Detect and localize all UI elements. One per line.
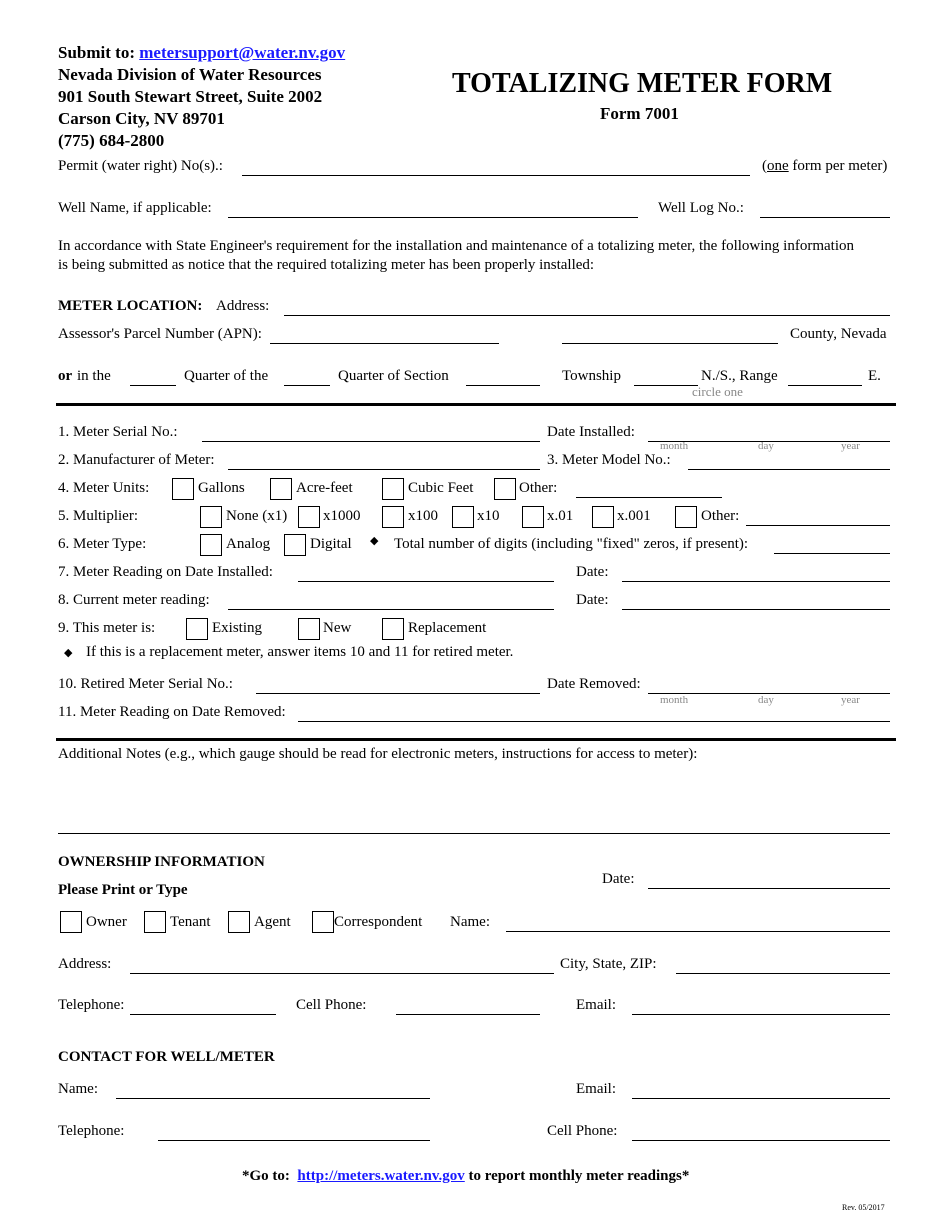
mult-x01-label: x.01 (547, 508, 574, 524)
contact-name-field[interactable] (116, 1098, 430, 1099)
mult-x001-checkbox[interactable] (592, 506, 614, 528)
permit-label: Permit (water right) No(s).: (58, 158, 223, 174)
units-other-label: Other: (519, 480, 558, 496)
reading-removed-field[interactable] (298, 721, 890, 722)
mult-none-label: None (x1) (226, 508, 288, 524)
ownership-address-field[interactable] (130, 973, 554, 974)
new-checkbox[interactable] (298, 618, 320, 640)
revision-date: Rev. 05/2017 (842, 1203, 885, 1212)
permit-field[interactable] (242, 175, 750, 176)
contact-email-field[interactable] (632, 1098, 890, 1099)
township-field[interactable] (634, 385, 698, 386)
print-or-type: Please Print or Type (58, 882, 188, 898)
agent-label: Agent (254, 914, 291, 930)
quarter-field-2[interactable] (284, 385, 330, 386)
ownership-cell-label: Cell Phone: (296, 997, 367, 1013)
well-name-field[interactable] (228, 217, 638, 218)
ownership-telephone-field[interactable] (130, 1014, 276, 1015)
contact-heading: CONTACT FOR WELL/METER (58, 1049, 275, 1065)
existing-checkbox[interactable] (186, 618, 208, 640)
analog-checkbox[interactable] (200, 534, 222, 556)
county-label: County, Nevada (790, 326, 887, 342)
ownership-date-field[interactable] (648, 888, 890, 889)
item2-label: 2. Manufacturer of Meter: (58, 452, 215, 468)
replacement-label: Replacement (408, 620, 487, 636)
contact-cell-label: Cell Phone: (547, 1123, 618, 1139)
item4-label: 4. Meter Units: (58, 480, 150, 496)
reading-installed-date-label: Date: (576, 564, 609, 580)
city-state-zip-field[interactable] (676, 973, 890, 974)
permit-note-open: ( (762, 158, 767, 174)
reading-installed-date-field[interactable] (622, 581, 890, 582)
footer-instruction (242, 1168, 689, 1185)
ownership-name-field[interactable] (506, 931, 890, 932)
acre-feet-checkbox[interactable] (270, 478, 292, 500)
date-removed-label: Date Removed: (547, 676, 641, 692)
meters-portal-link[interactable]: http://meters.water.nv.gov (297, 1168, 465, 1184)
units-other-checkbox[interactable] (494, 478, 516, 500)
acre-feet-label: Acre-feet (296, 480, 353, 496)
gallons-label: Gallons (198, 480, 245, 496)
quarter-of-section-label: Quarter of Section (338, 368, 449, 384)
diamond-bullet-icon: ◆ (64, 647, 73, 659)
contact-cell-field[interactable] (632, 1140, 890, 1141)
reading-installed-field[interactable] (298, 581, 554, 582)
intro-line-2: is being submitted as notice that the required totalizing meter has been properly installed: (58, 257, 595, 273)
replacement-checkbox[interactable] (382, 618, 404, 640)
mult-x01-checkbox[interactable] (522, 506, 544, 528)
section-divider-2 (56, 738, 896, 741)
item7-label: 7. Meter Reading on Date Installed: (58, 564, 273, 580)
retired-serial-field[interactable] (256, 693, 540, 694)
circle-one-hint: circle one (692, 384, 743, 399)
ownership-cell-field[interactable] (396, 1014, 540, 1015)
owner-label: Owner (86, 914, 127, 930)
notes-label: Additional Notes (e.g., which gauge should be read for electronic meters, instructions for access to meter): (58, 746, 698, 762)
notes-field[interactable] (58, 833, 890, 834)
current-reading-date-label: Date: (576, 592, 609, 608)
submit-email-link[interactable]: metersupport@water.nv.gov (139, 43, 346, 62)
contact-telephone-label: Telephone: (58, 1123, 125, 1139)
diamond-bullet-icon: ◆ (370, 535, 379, 547)
intro-line-1: In accordance with State Engineer's requirement for the installation and maintenance of a totalizing meter, the following information (58, 238, 854, 254)
current-reading-date-field[interactable] (622, 609, 890, 610)
ownership-telephone-label: Telephone: (58, 997, 125, 1013)
address-field[interactable] (284, 315, 890, 316)
permit-note-rest: form per meter) (788, 158, 888, 174)
county-field[interactable] (562, 343, 778, 344)
agency-phone: (775) 684-2800 (58, 131, 165, 150)
digital-checkbox[interactable] (284, 534, 306, 556)
units-other-field[interactable] (576, 497, 722, 498)
ownership-heading: OWNERSHIP INFORMATION (58, 854, 265, 870)
agency-city: Carson City, NV 89701 (58, 109, 225, 128)
permit-note (762, 158, 887, 175)
item10-label: 10. Retired Meter Serial No.: (58, 676, 233, 692)
mult-x100-label: x100 (408, 508, 438, 524)
meter-location-heading: METER LOCATION: (58, 298, 203, 314)
correspondent-checkbox[interactable] (312, 911, 334, 933)
tenant-checkbox[interactable] (144, 911, 166, 933)
permit-note-one: one (767, 158, 789, 174)
cubic-feet-checkbox[interactable] (382, 478, 404, 500)
item11-label: 11. Meter Reading on Date Removed: (58, 704, 286, 720)
ns-range-label[interactable]: N./S., Range (701, 368, 778, 384)
contact-telephone-field[interactable] (158, 1140, 430, 1141)
in-the-label: in the (77, 368, 111, 384)
well-log-label: Well Log No.: (658, 200, 744, 216)
item6-label: 6. Meter Type: (58, 536, 147, 552)
month-hint-2: month (660, 694, 689, 706)
mult-x10-label: x10 (477, 508, 500, 524)
date-installed-label: Date Installed: (547, 424, 635, 440)
year-hint-1: year (841, 440, 860, 452)
mult-x10-checkbox[interactable] (452, 506, 474, 528)
mult-other-field[interactable] (746, 525, 890, 526)
agent-checkbox[interactable] (228, 911, 250, 933)
ownership-name-label: Name: (450, 914, 490, 930)
address-label: Address: (216, 298, 270, 314)
section-divider-1 (56, 403, 896, 406)
mult-other-checkbox[interactable] (675, 506, 697, 528)
replacement-note: If this is a replacement meter, answer items 10 and 11 for retired meter. (86, 644, 514, 660)
new-label: New (323, 620, 352, 636)
section-field[interactable] (466, 385, 540, 386)
mult-other-label: Other: (701, 508, 740, 524)
digits-label: Total number of digits (including "fixed" zeros, if present): (394, 536, 749, 552)
submit-label: Submit to: (58, 43, 135, 62)
month-hint-1: month (660, 440, 689, 452)
mult-x1000-checkbox[interactable] (298, 506, 320, 528)
or-label: or (58, 368, 73, 384)
day-hint-1: day (758, 440, 774, 452)
year-hint-2: year (841, 694, 860, 706)
apn-label: Assessor's Parcel Number (APN): (58, 326, 262, 342)
contact-email-label: Email: (576, 1081, 616, 1097)
east-label: E. (868, 368, 881, 384)
quarter-of-the-label: Quarter of the (184, 368, 269, 384)
range-field[interactable] (788, 385, 862, 386)
ownership-email-field[interactable] (632, 1014, 890, 1015)
analog-label: Analog (226, 536, 271, 552)
item9-label: 9. This meter is: (58, 620, 156, 636)
form-number: Form 7001 (600, 104, 679, 123)
well-log-field[interactable] (760, 217, 890, 218)
agency-name: Nevada Division of Water Resources (58, 65, 322, 84)
cubic-feet-label: Cubic Feet (408, 480, 474, 496)
ownership-email-label: Email: (576, 997, 616, 1013)
form-title: TOTALIZING METER FORM (452, 68, 833, 99)
agency-street: 901 South Stewart Street, Suite 2002 (58, 87, 323, 106)
apn-field[interactable] (270, 343, 499, 344)
submit-to (58, 42, 345, 64)
well-name-label: Well Name, if applicable: (58, 200, 212, 216)
contact-name-label: Name: (58, 1081, 98, 1097)
item1-label: 1. Meter Serial No.: (58, 424, 178, 440)
manufacturer-field[interactable] (228, 469, 540, 470)
item8-label: 8. Current meter reading: (58, 592, 210, 608)
current-reading-field[interactable] (228, 609, 554, 610)
item5-label: 5. Multiplier: (58, 508, 138, 524)
model-field[interactable] (688, 469, 890, 470)
digits-field[interactable] (774, 553, 890, 554)
mult-x1000-label: x1000 (323, 508, 361, 524)
day-hint-2: day (758, 694, 774, 706)
correspondent-label: Correspondent (334, 914, 423, 930)
quarter-field-1[interactable] (130, 385, 176, 386)
ownership-date-label: Date: (602, 871, 635, 887)
mult-x100-checkbox[interactable] (382, 506, 404, 528)
owner-checkbox[interactable] (60, 911, 82, 933)
mult-x001-label: x.001 (617, 508, 651, 524)
existing-label: Existing (212, 620, 263, 636)
footer-prefix: *Go to: (242, 1168, 290, 1184)
serial-field[interactable] (202, 441, 540, 442)
ownership-address-label: Address: (58, 956, 112, 972)
city-state-zip-label: City, State, ZIP: (560, 956, 657, 972)
township-label: Township (562, 368, 621, 384)
footer-suffix: to report monthly meter readings* (468, 1168, 690, 1184)
gallons-checkbox[interactable] (172, 478, 194, 500)
mult-none-checkbox[interactable] (200, 506, 222, 528)
tenant-label: Tenant (170, 914, 211, 930)
digital-label: Digital (310, 536, 352, 552)
item3-label: 3. Meter Model No.: (547, 452, 671, 468)
